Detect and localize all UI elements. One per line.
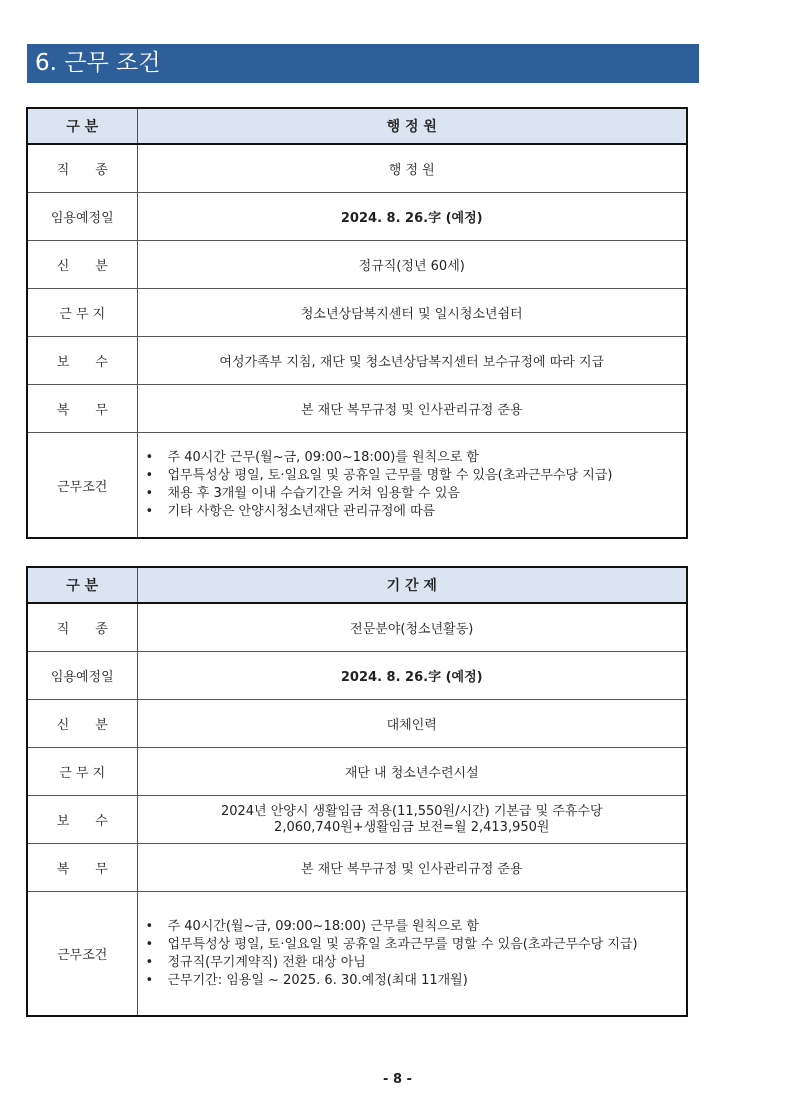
table-row [27,700,687,748]
list-item: • 정규직(무기계약직) 전환 대상 아님 [168,954,687,972]
row-value: 행 정 원 [137,144,687,193]
list-item: • 근무기간: 임용일 ~ 2025. 6. 30.예정(최대 11개월) [168,972,687,990]
header-label: 구 분 [27,108,137,144]
row-label: 임용예정일 [27,652,137,700]
row-label: 직 종 [27,144,137,193]
table-row [27,385,687,433]
table-row [27,241,687,289]
table-row [27,144,687,193]
table-row [27,892,687,1017]
row-label: 복 무 [27,385,137,433]
row-label: 신 분 [27,700,137,748]
list-item: • 주 40시간 근무(월~금, 09:00~18:00)를 원칙으로 함 [168,449,687,467]
table-row [27,289,687,337]
list-item: • 주 40시간(월~금, 09:00~18:00) 근무를 원칙으로 함 [168,918,687,936]
row-value: 여성가족부 지침, 재단 및 청소년상담복지센터 보수규정에 따라 지급 [137,337,687,385]
page-number: - 8 - [383,1072,412,1087]
list-item: • 기타 사항은 안양시청소년재단 관리규정에 따름 [168,503,687,521]
table-row [27,193,687,241]
row-label: 근무조건 [27,892,137,1017]
row-label: 보 수 [27,796,137,844]
conditions-list-cell [137,433,687,539]
row-value: 2024. 8. 26.字 (예정) [137,652,687,700]
row-value: 정규직(정년 60세) [137,241,687,289]
table-header [27,567,687,603]
table-row [27,844,687,892]
table-row [27,433,687,539]
header-value: 행 정 원 [137,108,687,144]
list-item: • 채용 후 3개월 이내 수습기간을 거쳐 임용할 수 있음 [168,485,687,503]
header-label: 구 분 [27,567,137,603]
row-value: 본 재단 복무규정 및 인사관리규정 준용 [137,844,687,892]
table-row [27,337,687,385]
conditions-table-fixed-term [26,566,688,1017]
row-label: 보 수 [27,337,137,385]
conditions-list-cell [137,892,687,1017]
row-label: 근무조건 [27,433,137,539]
row-value: 본 재단 복무규정 및 인사관리규정 준용 [137,385,687,433]
pay-cell [137,796,687,844]
header-value: 기 간 제 [137,567,687,603]
row-label: 근 무 지 [27,748,137,796]
list-item: • 업무특성상 평일, 토·일요일 및 공휴일 근무를 명할 수 있음(초과근무수당 지급) [168,467,687,485]
table-header [27,108,687,144]
row-label: 임용예정일 [27,193,137,241]
pay-line-2: 2,060,740원+생활임금 보전=월 2,413,950원 [274,819,550,835]
conditions-list [138,449,687,521]
row-label: 복 무 [27,844,137,892]
table-row [27,603,687,652]
table-row [27,796,687,844]
row-value: 재단 내 청소년수련시설 [137,748,687,796]
conditions-table-admin [26,107,688,539]
row-label: 근 무 지 [27,289,137,337]
conditions-list [138,918,687,990]
row-label: 직 종 [27,603,137,652]
row-value: 전문분야(청소년활동) [137,603,687,652]
list-item: • 업무특성상 평일, 토·일요일 및 공휴일 초과근무를 명할 수 있음(초과근무수당 지급) [168,936,687,954]
row-label: 신 분 [27,241,137,289]
section-title: 6. 근무 조건 [27,44,699,83]
table-row [27,748,687,796]
pay-line-1: 2024년 안양시 생활임금 적용(11,550원/시간) 기본급 및 주휴수당 [220,803,603,819]
table-row [27,652,687,700]
row-value: 2024. 8. 26.字 (예정) [137,193,687,241]
row-value: 대체인력 [137,700,687,748]
row-value: 청소년상담복지센터 및 일시청소년쉼터 [137,289,687,337]
